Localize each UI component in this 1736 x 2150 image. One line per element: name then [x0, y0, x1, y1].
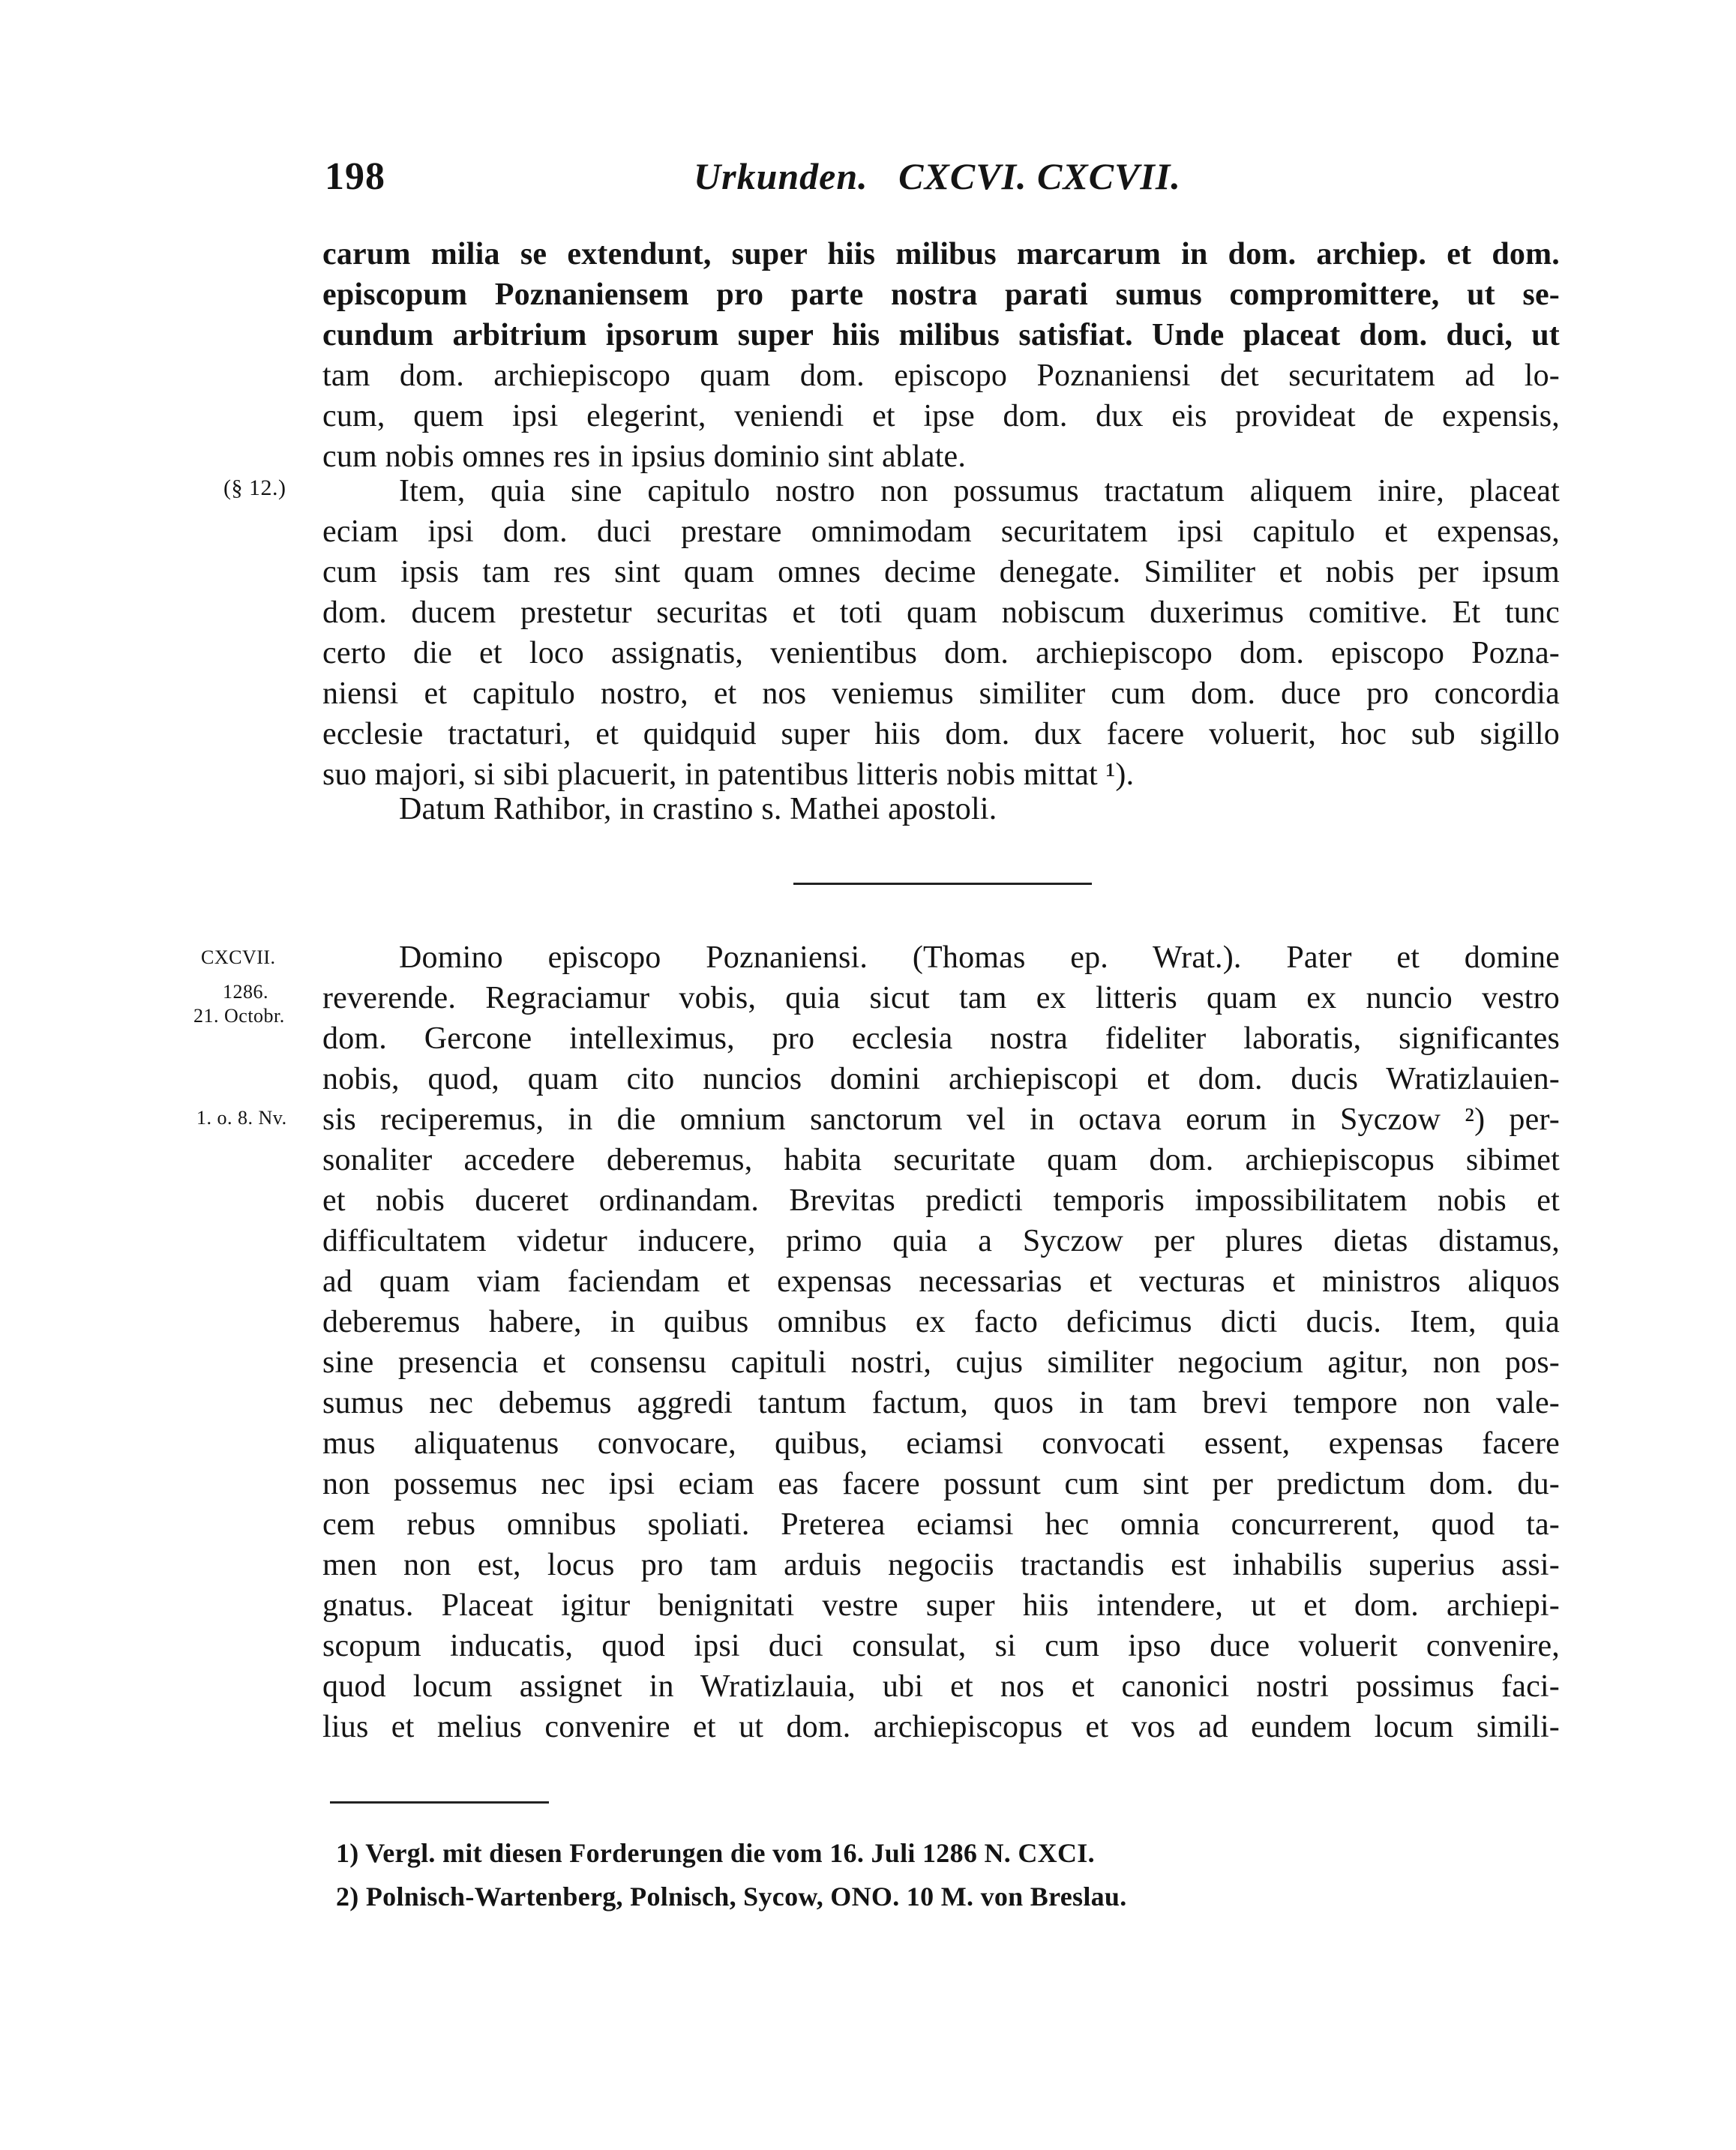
- text-line: reverende. Regraciamur vobis, quia sicut tam ex litteris quam ex nuncio vestro: [322, 981, 1560, 1015]
- text-line: lius et melius convenire et ut dom. archiepiscopus et vos ad eundem locum simili-: [322, 1710, 1560, 1744]
- text-line: dom. ducem prestetur securitas et toti quam nobiscum duxerimus comitive. Et tunc: [322, 595, 1560, 630]
- text-line: scopum inducatis, quod ipsi duci consulat, si cum ipso duce voluerit convenire,: [322, 1629, 1560, 1663]
- text-line: episcopum Poznaniensem pro parte nostra parati sumus compromittere, ut se-: [322, 277, 1560, 312]
- text-line: quod locum assignet in Wratizlauia, ubi et nos et canonici nostri possimus faci-: [322, 1669, 1560, 1704]
- text-line: Item, quia sine capitulo nostro non possumus tractatum aliquem inire, placeat: [399, 474, 1560, 508]
- date-note: 21. Octobr.: [193, 1005, 285, 1027]
- text-line: sonaliter accedere deberemus, habita securitate quam dom. archiepiscopus sibimet: [322, 1143, 1560, 1177]
- text-line: certo die et loco assignatis, venientibus dom. archiepiscopo dom. episcopo Pozna-: [322, 636, 1560, 670]
- reference-note: 1. o. 8. Nv.: [196, 1107, 287, 1129]
- text-line: cum nobis omnes res in ipsius dominio sint ablate.: [322, 439, 967, 474]
- text-line: carum milia se extendunt, super hiis milibus marcarum in dom. archiep. et dom.: [322, 237, 1560, 271]
- page-number: 198: [325, 155, 385, 198]
- text-line: et nobis duceret ordinandam. Brevitas predicti temporis impossibilitatem nobis et: [322, 1183, 1560, 1218]
- text-line: cundum arbitrium ipsorum super hiis milibus satisfiat. Unde placeat dom. duci, ut: [322, 318, 1560, 352]
- text-line: sumus nec debemus aggredi tantum factum, quos in tam brevi tempore non vale-: [322, 1386, 1560, 1420]
- text-line: sis reciperemus, in die omnium sanctorum vel in octava eorum in Syczow ²) per-: [322, 1102, 1560, 1137]
- text-line: dom. Gercone intelleximus, pro ecclesia nostra fideliter laboratis, significantes: [322, 1021, 1560, 1056]
- section-separator: [793, 883, 1092, 885]
- text-line: eciam ipsi dom. duci prestare omnimodam securitatem ipsi capitulo et expensas,: [322, 514, 1560, 549]
- text-line: nobis, quod, quam cito nuncios domini archiepiscopi et dom. ducis Wratizlauien-: [322, 1062, 1560, 1096]
- text-line: men non est, locus pro tam arduis negociis tractandis est inhabilis superius assi-: [322, 1548, 1560, 1582]
- text-line: suo majori, si sibi placuerit, in patentibus litteris nobis mittat ¹).: [322, 757, 1135, 792]
- footnote: 2) Polnisch-Wartenberg, Polnisch, Sycow, ONO. 10 M. von Breslau.: [336, 1882, 1127, 1912]
- text-line: difficultatem videtur inducere, primo quia a Syczow per plures dietas distamus,: [322, 1224, 1560, 1258]
- running-title: Urkunden. CXCVI. CXCVII.: [694, 155, 1181, 197]
- text-line: sine presencia et consensu capituli nostri, cujus similiter negocium agitur, non pos-: [322, 1345, 1560, 1380]
- text-line: non possemus nec ipsi eciam eas facere possunt cum sint per predictum dom. du-: [322, 1467, 1560, 1501]
- section-note: (§ 12.): [223, 475, 286, 500]
- text-line: ecclesie tractaturi, et quidquid super hiis dom. dux facere voluerit, hoc sub sigillo: [322, 717, 1560, 751]
- text-line: cem rebus omnibus spoliati. Preterea eciamsi hec omnia concurrerent, quod ta-: [322, 1507, 1560, 1542]
- text-line: niensi et capitulo nostro, et nos veniemus similiter cum dom. duce pro concordia: [322, 676, 1560, 711]
- text-line: mus aliquatenus convocare, quibus, eciamsi convocati essent, expensas facere: [322, 1426, 1560, 1461]
- footnote-separator: [330, 1801, 549, 1804]
- text-line: cum, quem ipsi elegerint, veniendi et ipse dom. dux eis provideat de expensis,: [322, 399, 1560, 433]
- text-line: Domino episcopo Poznaniensi. (Thomas ep. Wrat.). Pater et domine: [399, 940, 1560, 975]
- dating-line: Datum Rathibor, in crastino s. Mathei apostoli.: [399, 792, 997, 826]
- year-note: 1286.: [223, 981, 268, 1003]
- text-line: ad quam viam faciendam et expensas necessarias et vecturas et ministros aliquos: [322, 1264, 1560, 1299]
- footnote: 1) Vergl. mit diesen Forderungen die vom 16. Juli 1286 N. CXCI.: [336, 1838, 1095, 1868]
- text-line: tam dom. archiepiscopo quam dom. episcopo Poznaniensi det securitatem ad lo-: [322, 358, 1560, 393]
- text-line: cum ipsis tam res sint quam omnes decime denegate. Similiter et nobis per ipsum: [322, 555, 1560, 589]
- text-line: deberemus habere, in quibus omnibus ex facto deficimus dicti ducis. Item, quia: [322, 1305, 1560, 1339]
- text-line: gnatus. Placeat igitur benignitati vestre super hiis intendere, ut et dom. archiepi-: [322, 1588, 1560, 1623]
- document-number-note: CXCVII.: [201, 946, 276, 968]
